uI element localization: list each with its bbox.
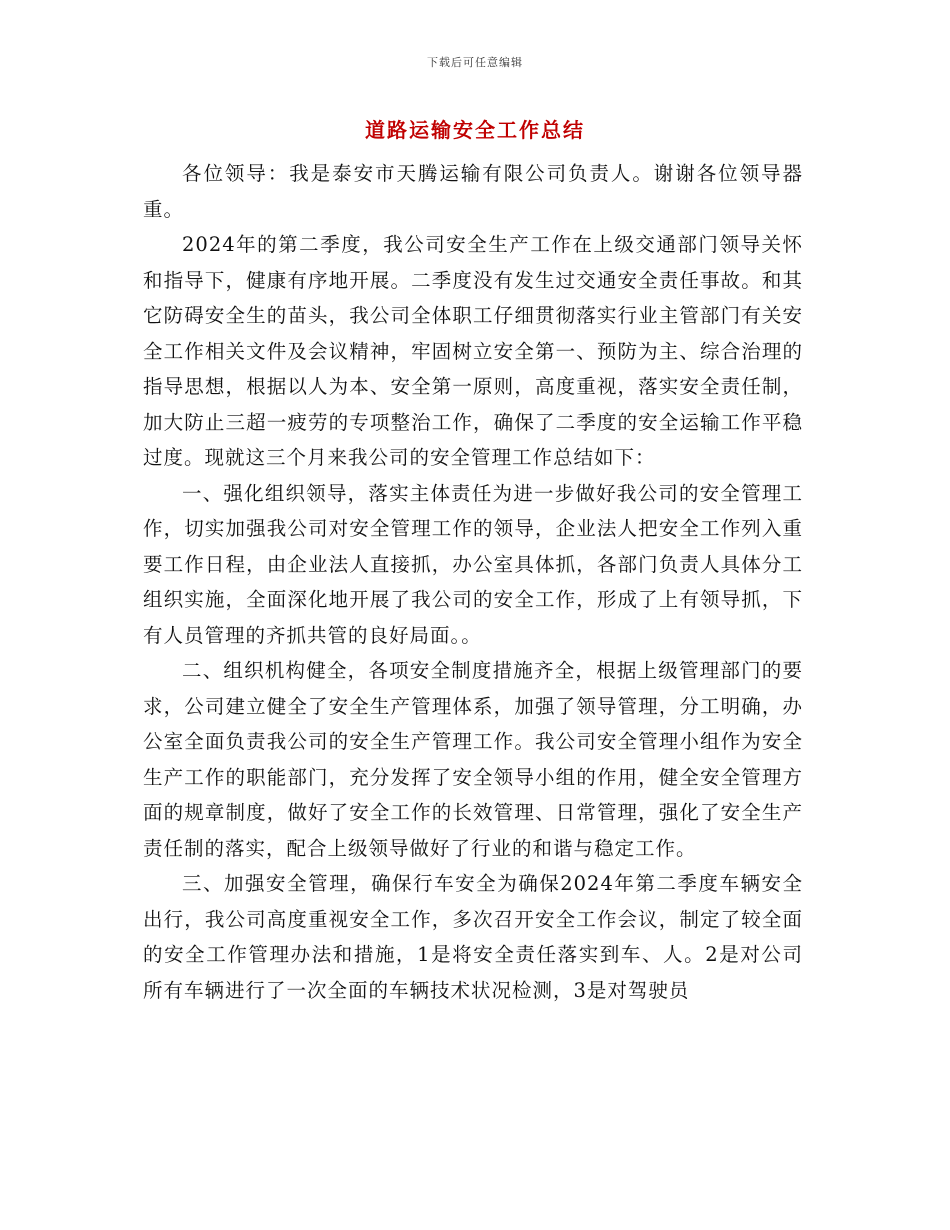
- paragraph-intro: 2024年的第二季度，我公司安全生产工作在上级交通部门领导关怀和指导下，健康有序地开展。二季度没有发生过交通安全责任事故。和其它防碍安全生的苗头，我公司全体职工仔细贯彻落实行业主管部门有关安全工作相关文件及会议精神，牢固树立安全第一、预防为主、综合治理的指导思想，根据以人为本、安全第一原则，高度重视，落实安全责任制，加大防止三超一疲劳的专项整治工作，确保了二季度的安全运输工作平稳过度。现就这三个月来我公司的安全管理工作总结如下：: [143, 233, 803, 469]
- document-title: 道路运输安全工作总结: [365, 118, 585, 142]
- document-body: [143, 156, 803, 1008]
- paragraph-greeting: 各位领导：我是泰安市天腾运输有限公司负责人。谢谢各位领导器重。: [143, 162, 803, 221]
- paragraph-section-3: 三、加强安全管理，确保行车安全为确保2024年第二季度车辆安全出行，我公司高度重视安全工作，多次召开安全工作会议，制定了较全面的安全工作管理办法和措施，1是将安全责任落实到车、人。2是对公司所有车辆进行了一次全面的车辆技术状况检测，3是对驾驶员: [143, 872, 803, 1002]
- paragraph-section-2: 二、组织机构健全，各项安全制度措施齐全，根据上级管理部门的要求，公司建立健全了安全生产管理体系，加强了领导管理，分工明确，办公室全面负责我公司的安全生产管理工作。我公司安全管理小组作为安全生产工作的职能部门，充分发挥了安全领导小组的作用，健全安全管理方面的规章制度，做好了安全工作的长效管理、日常管理，强化了安全生产责任制的落实，配合上级领导做好了行业的和谐与稳定工作。: [143, 659, 803, 860]
- paragraph-section-1: 一、强化组织领导，落实主体责任为进一步做好我公司的安全管理工作，切实加强我公司对安全管理工作的领导，企业法人把安全工作列入重要工作日程，由企业法人直接抓，办公室具体抓，各部门负责人具体分工组织实施，全面深化地开展了我公司的安全工作，形成了上有领导抓，下有人员管理的齐抓共管的良好局面。。: [143, 481, 803, 647]
- header-note: 下载后可任意编辑: [427, 56, 523, 69]
